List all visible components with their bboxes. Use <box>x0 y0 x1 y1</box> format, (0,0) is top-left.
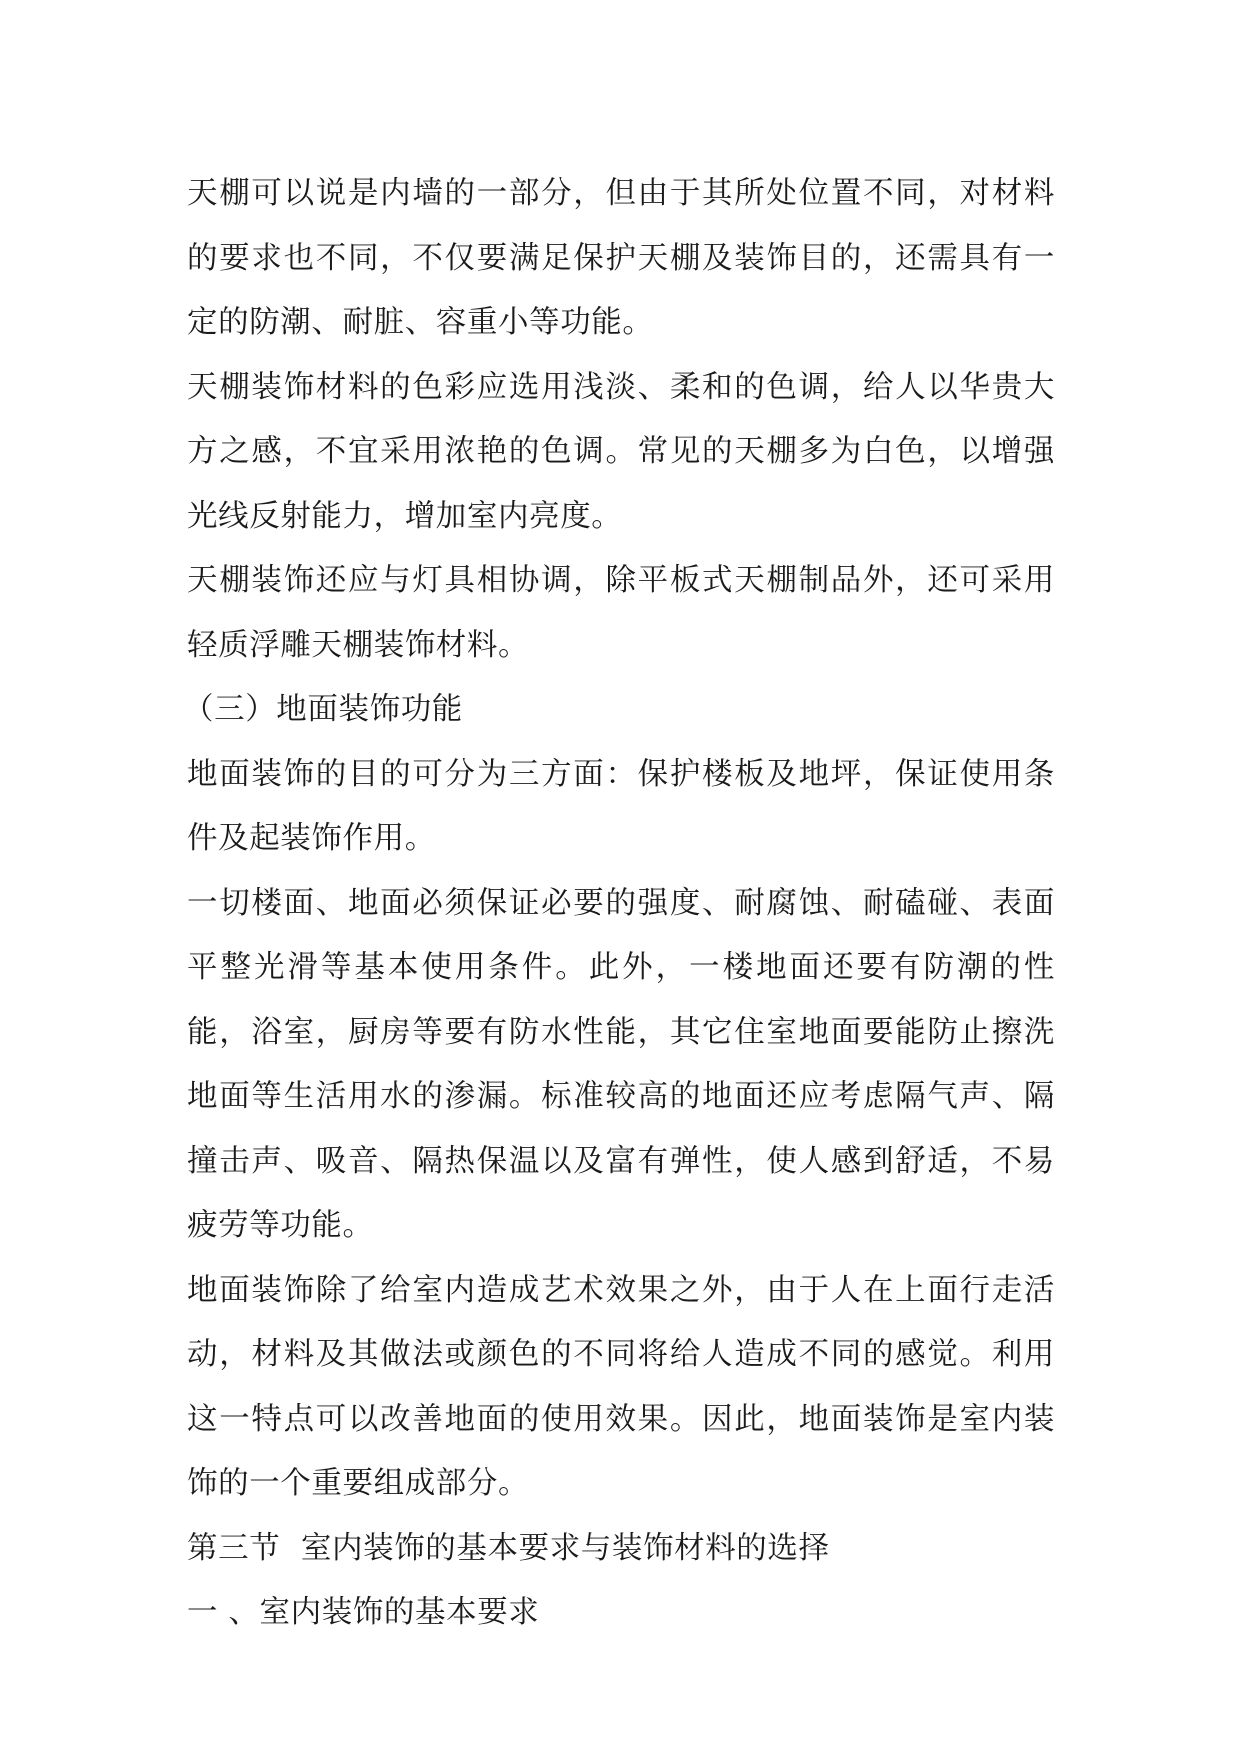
paragraph-ceiling-color: 天棚装饰材料的色彩应选用浅淡、柔和的色调，给人以华贵大方之感，不宜采用浓艳的色调。常见的天棚多为白色，以增强光线反射能力，增加室内亮度。 <box>187 369 1055 534</box>
section-heading-floor-function: （三）地面装饰功能 <box>183 692 463 727</box>
paragraph-floor-purpose: 地面装饰的目的可分为三方面：保护楼板及地坪，保证使用条件及起装饰作用。 <box>187 756 1055 856</box>
section-heading-chapter-3: 第三节 室内装饰的基本要求与装饰材料的选择 <box>187 1530 830 1566</box>
paragraph-ceiling-lighting: 天棚装饰还应与灯具相协调，除平板式天棚制品外，还可采用轻质浮雕天棚装饰材料。 <box>187 563 1055 663</box>
section-heading-basic-requirements: 一 、室内装饰的基本要求 <box>187 1595 540 1630</box>
paragraph-floor-effect: 地面装饰除了给室内造成艺术效果之外，由于人在上面行走活动，材料及其做法或颜色的不同将给人造成不同的感觉。利用这一特点可以改善地面的使用效果。因此，地面装饰是室内装饰的一个重要组成部分。 <box>187 1272 1055 1501</box>
paragraph-ceiling-requirements: 天棚可以说是内墙的一部分，但由于其所处位置不同，对材料的要求也不同，不仅要满足保护天棚及装饰目的，还需具有一定的防潮、耐脏、容重小等功能。 <box>187 176 1055 340</box>
paragraph-floor-conditions: 一切楼面、地面必须保证必要的强度、耐腐蚀、耐磕碰、表面平整光滑等基本使用条件。此外，一楼地面还要有防潮的性能，浴室，厨房等要有防水性能，其它住室地面要能防止擦洗地面等生活用水的渗漏。标准较高的地面还应考虑隔气声、隔撞击声、吸音、隔热保温以及富有弹性，使人感到舒适，不易疲劳等功能。 <box>187 885 1055 1243</box>
